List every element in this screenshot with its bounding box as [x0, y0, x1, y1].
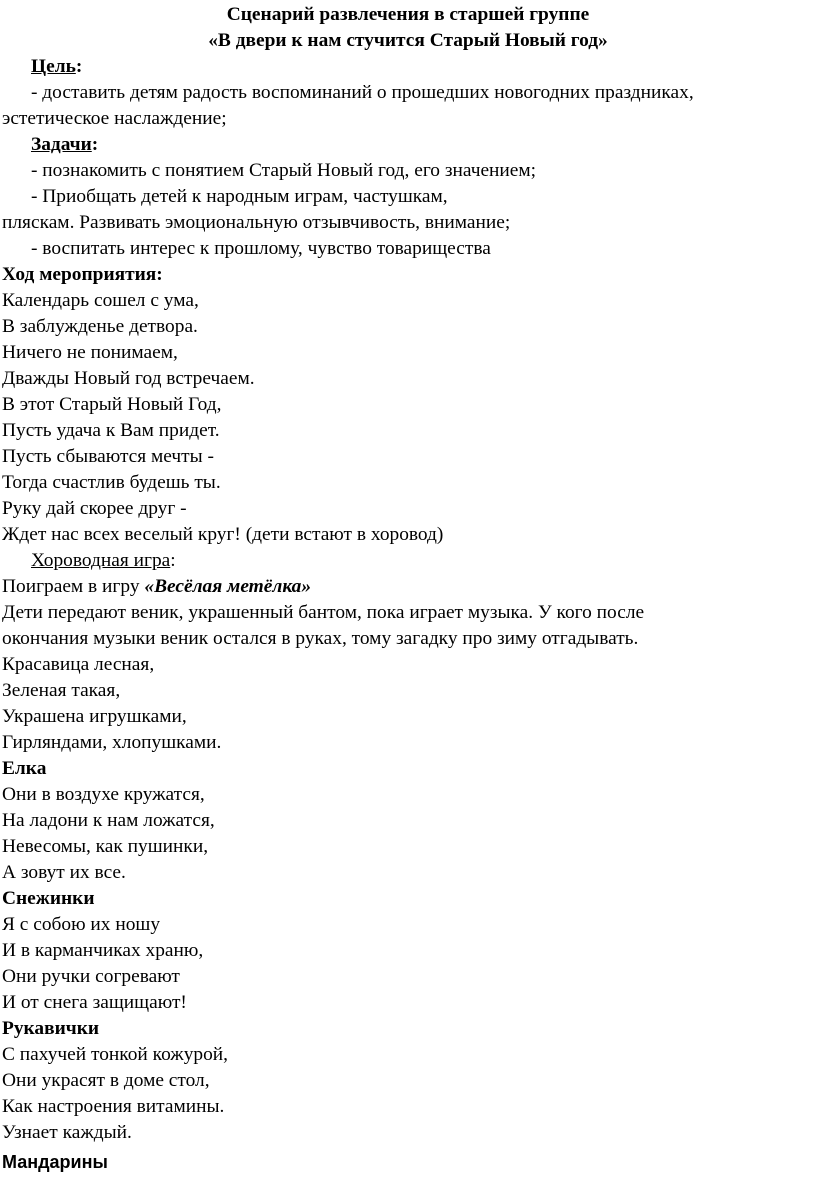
- riddle-line: Они ручки согревают: [2, 966, 180, 987]
- task-line-3: пляскам. Развивать эмоциональную отзывчивость, внимание;: [2, 212, 511, 233]
- game-name: «Весёлая метёлка»: [144, 576, 312, 597]
- riddle-line: Красавица лесная,: [2, 654, 155, 675]
- riddle-line: Украшена игрушками,: [2, 706, 187, 727]
- riddle-line: Невесомы, как пушинки,: [2, 836, 209, 857]
- riddle-answer: Рукавички: [2, 1018, 100, 1039]
- poem-line: Руку дай скорее друг -: [2, 498, 187, 519]
- poem-line: Ждет нас всех веселый круг! (дети встают в хоровод): [2, 524, 444, 545]
- riddle-line: Я с собою их ношу: [2, 914, 161, 935]
- riddle-line: И от снега защищают!: [2, 992, 187, 1013]
- riddle-line: С пахучей тонкой кожурой,: [2, 1044, 229, 1065]
- riddle-line: Зеленая такая,: [2, 680, 121, 701]
- goal-heading: [31, 54, 82, 80]
- riddle-answer: Елка: [2, 758, 47, 779]
- riddle-line: И в карманчиках храню,: [2, 940, 204, 961]
- game-intro: [2, 574, 311, 600]
- poem-line: Тогда счастлив будешь ты.: [2, 472, 221, 493]
- poem-line: Календарь сошел с ума,: [2, 290, 199, 311]
- task-line-1: - познакомить с понятием Старый Новый год, его значением;: [31, 160, 537, 181]
- title-line-1: Сценарий развлечения в старшей группе: [226, 4, 590, 25]
- riddle-line: Как настроения витамины.: [2, 1096, 225, 1117]
- goal-line-2: эстетическое наслаждение;: [2, 108, 227, 129]
- tasks-heading: [31, 132, 98, 158]
- riddle-line: А зовут их все.: [2, 862, 126, 883]
- riddle-line: Они украсят в доме стол,: [2, 1070, 210, 1091]
- poem-line: Дважды Новый год встречаем.: [2, 368, 255, 389]
- poem-line: Пусть сбываются мечты -: [2, 446, 214, 467]
- game-label: Хороводная игра: [31, 550, 171, 571]
- poem-line: В заблужденье детвора.: [2, 316, 198, 337]
- course-heading: Ход мероприятия:: [2, 264, 163, 285]
- game-desc-line-2: окончания музыки веник остался в руках, тому загадку про зиму отгадывать.: [2, 628, 639, 649]
- goal-line-1: - доставить детям радость воспоминаний о прошедших новогодних праздниках,: [31, 82, 694, 103]
- tasks-colon: :: [91, 134, 99, 155]
- riddle-line: Они в воздухе кружатся,: [2, 784, 205, 805]
- riddle-answer: Снежинки: [2, 888, 95, 909]
- riddle-line: Гирляндами, хлопушками.: [2, 732, 222, 753]
- game-heading: [31, 548, 176, 574]
- poem-line: Пусть удача к Вам придет.: [2, 420, 220, 441]
- riddle-line: Узнает каждый.: [2, 1122, 132, 1143]
- task-line-2: - Приобщать детей к народным играм, частушкам,: [31, 186, 448, 207]
- riddle-line: На ладони к нам ложатся,: [2, 810, 215, 831]
- poem-line: Ничего не понимаем,: [2, 342, 178, 363]
- game-intro-text: Поиграем в игру: [2, 576, 145, 597]
- goal-colon: :: [75, 56, 83, 77]
- poem-line: В этот Старый Новый Год,: [2, 394, 222, 415]
- task-line-4: - воспитать интерес к прошлому, чувство товарищества: [31, 238, 491, 259]
- tasks-label: Задачи: [31, 134, 92, 155]
- game-colon: :: [170, 550, 176, 571]
- title-line-2: «В двери к нам стучится Старый Новый год»: [208, 30, 608, 51]
- riddle-answer: Мандарины: [2, 1152, 108, 1172]
- game-desc-line-1: Дети передают веник, украшенный бантом, пока играет музыка. У кого после: [2, 602, 645, 623]
- goal-label: Цель: [31, 56, 76, 77]
